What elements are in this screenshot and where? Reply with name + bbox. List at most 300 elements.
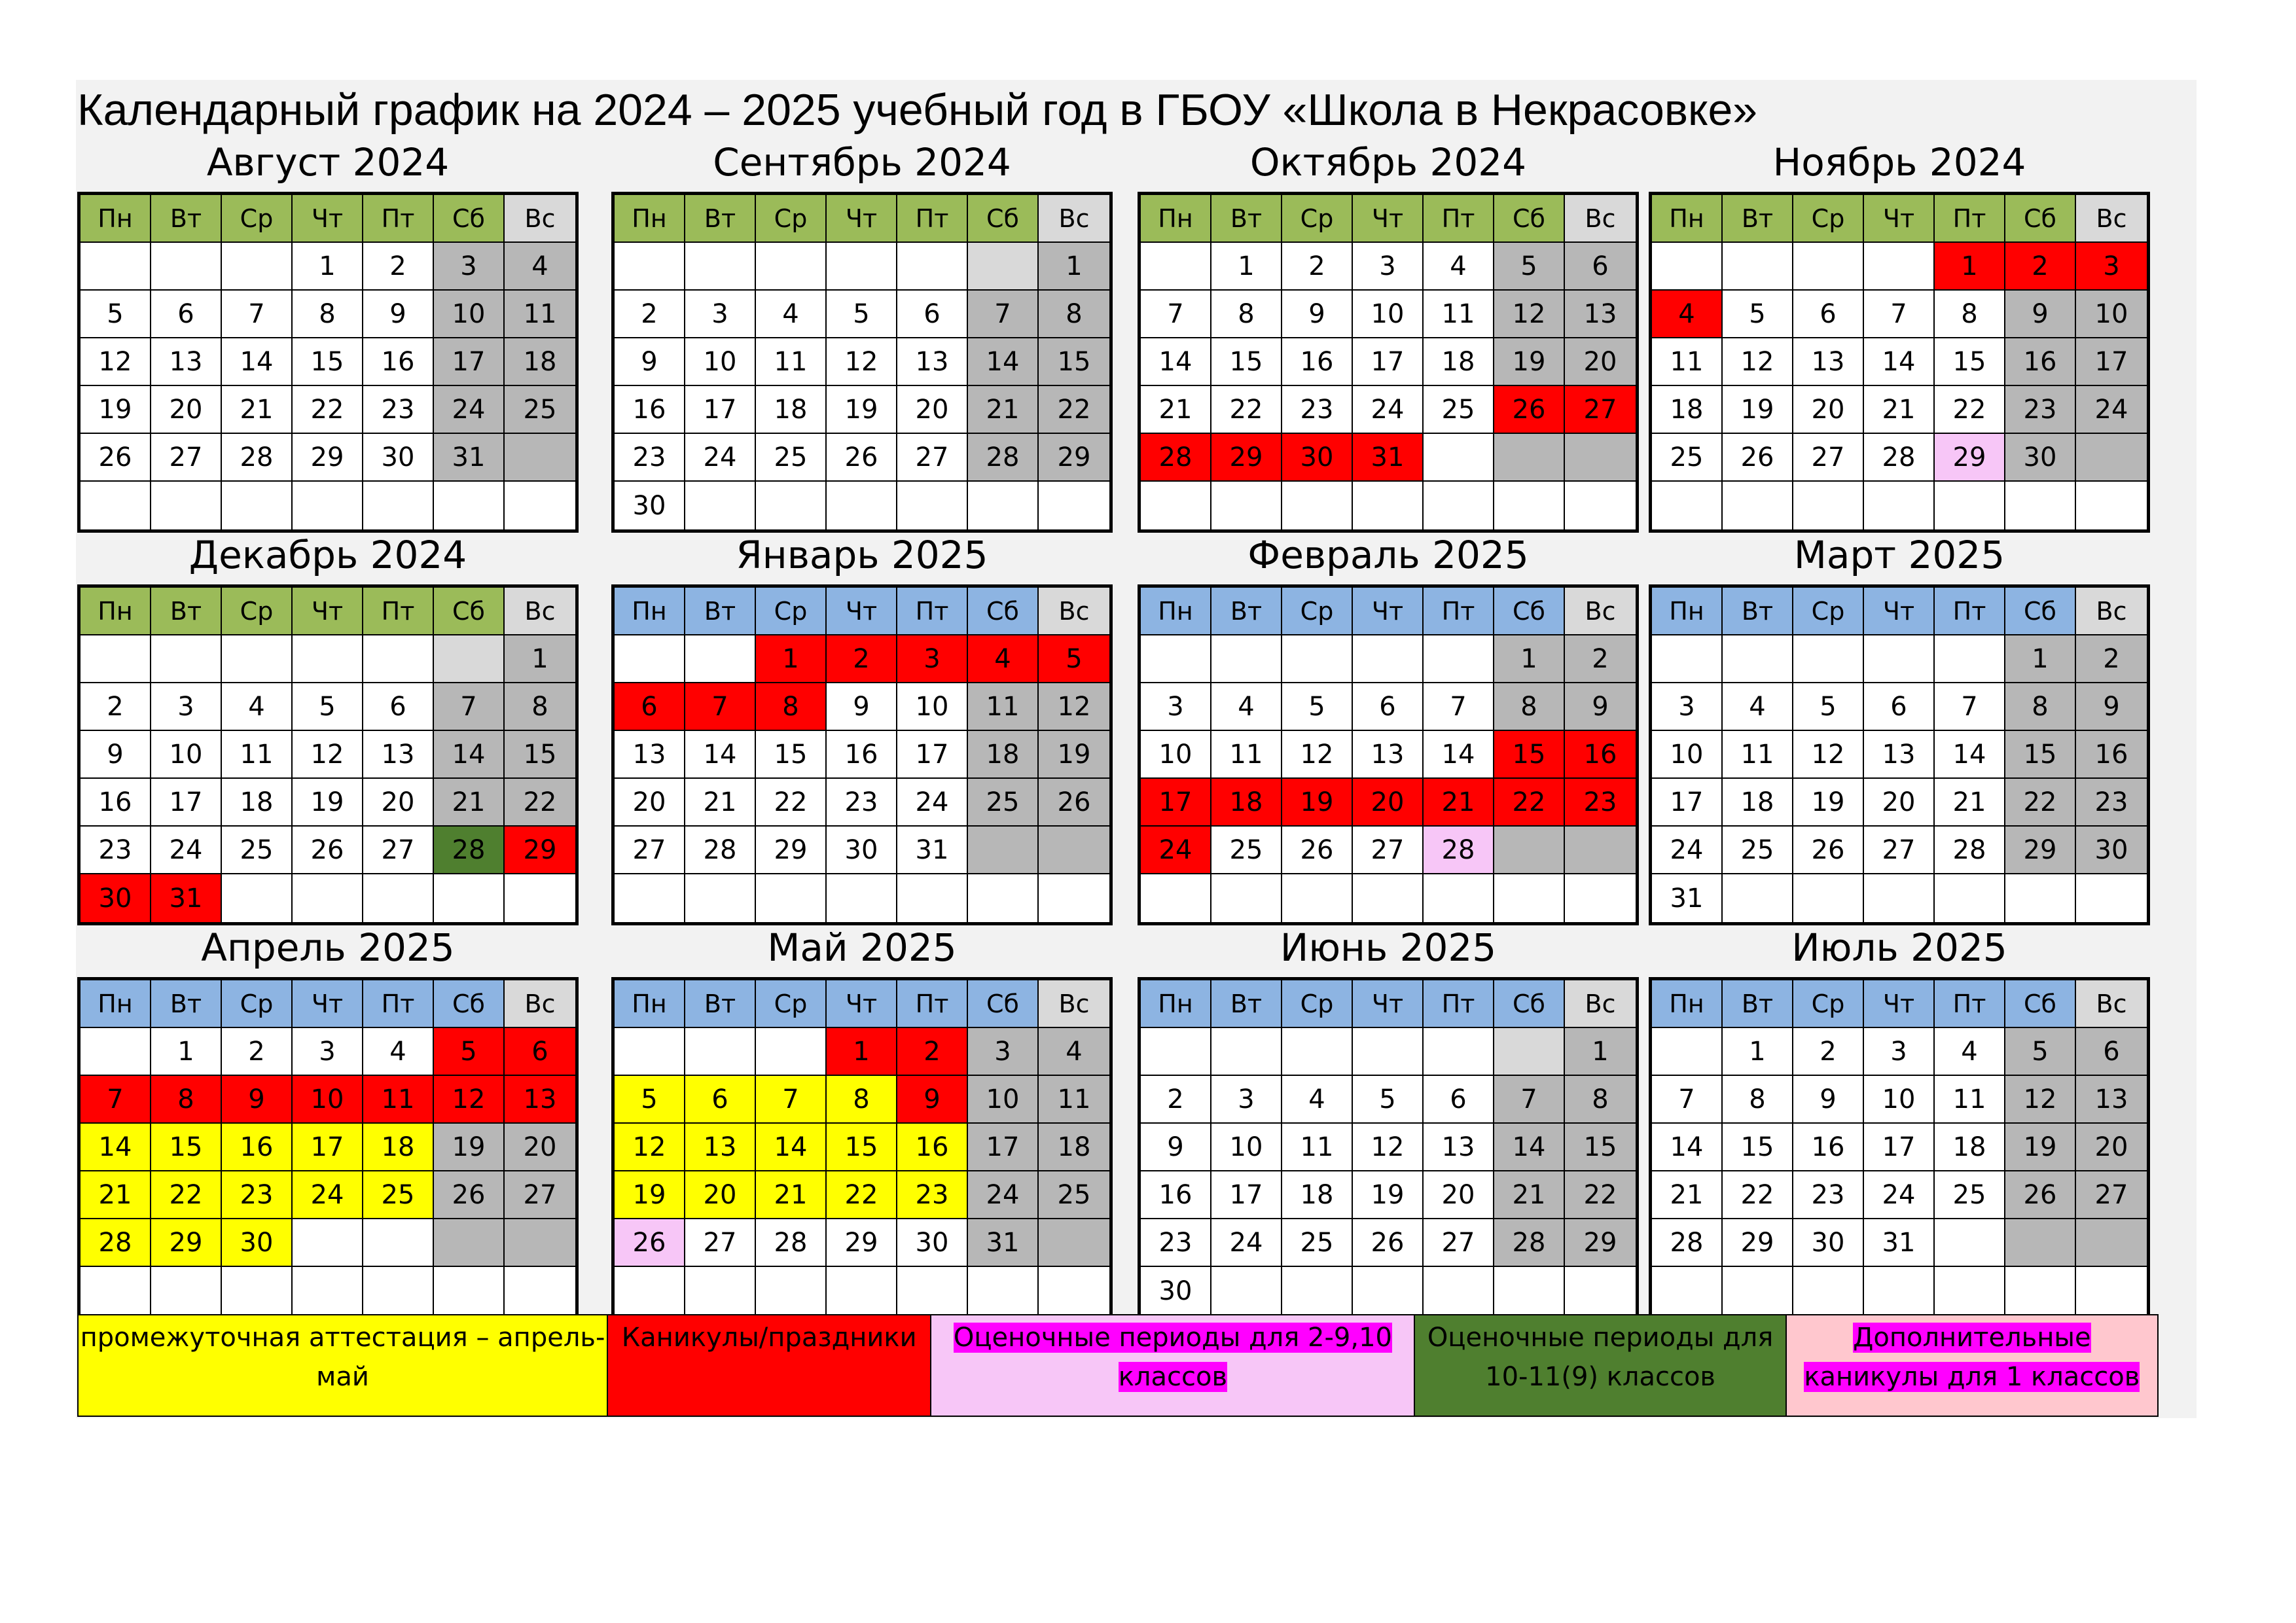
- empty-cell: [293, 1219, 363, 1267]
- weekday-header: Сб: [1494, 195, 1565, 243]
- day-cell: 17: [968, 1124, 1039, 1171]
- day-cell: 5: [81, 291, 151, 338]
- weekday-header: Пт: [363, 588, 434, 635]
- day-cell: 23: [363, 386, 434, 434]
- day-cell: 11: [1211, 731, 1282, 779]
- empty-cell: [1652, 635, 1723, 683]
- day-cell: 5: [827, 291, 897, 338]
- day-cell: 28: [968, 434, 1039, 482]
- day-cell: 17: [1864, 1124, 1935, 1171]
- weekday-header: Вт: [685, 588, 756, 635]
- day-cell: 3: [1353, 243, 1424, 291]
- month-grid: [77, 977, 579, 1318]
- empty-cell: [1565, 434, 1636, 482]
- day-cell: 31: [1652, 874, 1723, 922]
- day-cell: 15: [151, 1124, 222, 1171]
- day-cell: 9: [1282, 291, 1353, 338]
- weekday-header: Ср: [1793, 195, 1864, 243]
- day-cell: 23: [81, 827, 151, 874]
- legend-item: [931, 1315, 1415, 1416]
- day-cell: 14: [434, 731, 505, 779]
- weekday-header: Пт: [363, 195, 434, 243]
- day-cell: 25: [1935, 1171, 2005, 1219]
- day-cell: 20: [1424, 1171, 1494, 1219]
- day-cell: 9: [897, 1076, 968, 1124]
- day-cell: 28: [1864, 434, 1935, 482]
- weekday-header: Вс: [1039, 980, 1109, 1028]
- empty-cell: [1723, 1267, 1793, 1315]
- empty-cell: [1211, 874, 1282, 922]
- day-cell: 5: [1353, 1076, 1424, 1124]
- day-cell: 11: [968, 683, 1039, 731]
- day-cell: 20: [363, 779, 434, 827]
- day-cell: 1: [293, 243, 363, 291]
- empty-cell: [897, 874, 968, 922]
- day-cell: 11: [363, 1076, 434, 1124]
- weekday-header: Ср: [222, 195, 293, 243]
- empty-cell: [1353, 1028, 1424, 1076]
- day-cell: 14: [81, 1124, 151, 1171]
- weekday-header: Вт: [685, 195, 756, 243]
- day-cell: 3: [968, 1028, 1039, 1076]
- day-cell: 28: [1652, 1219, 1723, 1267]
- day-cell: 1: [1565, 1028, 1636, 1076]
- empty-cell: [1282, 1267, 1353, 1315]
- day-cell: 11: [1935, 1076, 2005, 1124]
- day-cell: 1: [756, 635, 827, 683]
- day-cell: 29: [2005, 827, 2076, 874]
- day-cell: 3: [434, 243, 505, 291]
- empty-cell: [756, 874, 827, 922]
- weekday-header: Сб: [2005, 195, 2076, 243]
- day-cell: 21: [81, 1171, 151, 1219]
- day-cell: 8: [1039, 291, 1109, 338]
- day-cell: 8: [1723, 1076, 1793, 1124]
- weekday-header: Вт: [1211, 195, 1282, 243]
- month-grid: [77, 584, 579, 925]
- day-cell: 29: [1565, 1219, 1636, 1267]
- day-cell: 6: [1424, 1076, 1494, 1124]
- weekday-header: Чт: [293, 980, 363, 1028]
- day-cell: 4: [1723, 683, 1793, 731]
- empty-cell: [615, 1028, 685, 1076]
- day-cell: 18: [968, 731, 1039, 779]
- day-cell: 24: [1864, 1171, 1935, 1219]
- empty-cell: [1282, 635, 1353, 683]
- day-cell: 30: [363, 434, 434, 482]
- weekday-header: Вс: [1565, 195, 1636, 243]
- empty-cell: [293, 482, 363, 529]
- month-title: Сентябрь 2024: [713, 140, 1011, 185]
- day-cell: 28: [1424, 827, 1494, 874]
- day-cell: 28: [756, 1219, 827, 1267]
- day-cell: 26: [1039, 779, 1109, 827]
- day-cell: 6: [615, 683, 685, 731]
- day-cell: 21: [1864, 386, 1935, 434]
- day-cell: 8: [293, 291, 363, 338]
- day-cell: 1: [1211, 243, 1282, 291]
- empty-cell: [2076, 482, 2147, 529]
- day-cell: 18: [1282, 1171, 1353, 1219]
- weekday-header: Пн: [1652, 588, 1723, 635]
- day-cell: 14: [1864, 338, 1935, 386]
- empty-cell: [1565, 874, 1636, 922]
- weekday-header: Пт: [1935, 980, 2005, 1028]
- day-cell: 2: [615, 291, 685, 338]
- day-cell: 5: [1723, 291, 1793, 338]
- day-cell: 25: [363, 1171, 434, 1219]
- day-cell: 7: [1935, 683, 2005, 731]
- day-cell: 10: [968, 1076, 1039, 1124]
- empty-cell: [81, 482, 151, 529]
- day-cell: 10: [685, 338, 756, 386]
- empty-cell: [1935, 482, 2005, 529]
- day-cell: 26: [1793, 827, 1864, 874]
- weekday-header: Пт: [897, 195, 968, 243]
- day-cell: 25: [968, 779, 1039, 827]
- empty-cell: [2076, 1219, 2147, 1267]
- day-cell: 13: [1565, 291, 1636, 338]
- empty-cell: [827, 874, 897, 922]
- weekday-header: Чт: [827, 588, 897, 635]
- day-cell: 10: [1353, 291, 1424, 338]
- day-cell: 16: [1565, 731, 1636, 779]
- day-cell: 29: [1211, 434, 1282, 482]
- day-cell: 4: [1282, 1076, 1353, 1124]
- day-cell: 11: [222, 731, 293, 779]
- empty-cell: [1039, 874, 1109, 922]
- day-cell: 15: [756, 731, 827, 779]
- day-cell: 24: [968, 1171, 1039, 1219]
- day-cell: 14: [968, 338, 1039, 386]
- empty-cell: [615, 874, 685, 922]
- day-cell: 6: [1565, 243, 1636, 291]
- empty-cell: [1864, 243, 1935, 291]
- weekday-header: Пн: [1652, 195, 1723, 243]
- weekday-header: Чт: [1864, 980, 1935, 1028]
- weekday-header: Ср: [1282, 588, 1353, 635]
- day-cell: 2: [81, 683, 151, 731]
- empty-cell: [293, 874, 363, 922]
- weekday-header: Вс: [1039, 588, 1109, 635]
- empty-cell: [1494, 434, 1565, 482]
- day-cell: 22: [1935, 386, 2005, 434]
- day-cell: 2: [1565, 635, 1636, 683]
- day-cell: 22: [756, 779, 827, 827]
- day-cell: 3: [293, 1028, 363, 1076]
- day-cell: 30: [1793, 1219, 1864, 1267]
- day-cell: 17: [1652, 779, 1723, 827]
- day-cell: 21: [1494, 1171, 1565, 1219]
- weekday-header: Сб: [434, 980, 505, 1028]
- day-cell: 17: [897, 731, 968, 779]
- day-cell: 24: [293, 1171, 363, 1219]
- weekday-header: Вт: [1211, 980, 1282, 1028]
- empty-cell: [1424, 635, 1494, 683]
- legend-item: [1787, 1315, 2157, 1416]
- empty-cell: [1793, 1267, 1864, 1315]
- day-cell: 18: [756, 386, 827, 434]
- empty-cell: [1353, 1267, 1424, 1315]
- day-cell: 30: [1282, 434, 1353, 482]
- day-cell: 1: [1039, 243, 1109, 291]
- day-cell: 18: [1211, 779, 1282, 827]
- day-cell: 27: [1864, 827, 1935, 874]
- empty-cell: [1864, 874, 1935, 922]
- day-cell: 23: [1141, 1219, 1211, 1267]
- day-cell: 21: [1141, 386, 1211, 434]
- day-cell: 7: [685, 683, 756, 731]
- weekday-header: Вс: [1565, 980, 1636, 1028]
- day-cell: 30: [81, 874, 151, 922]
- day-cell: 29: [293, 434, 363, 482]
- day-cell: 19: [1039, 731, 1109, 779]
- day-cell: 25: [222, 827, 293, 874]
- day-cell: 25: [1723, 827, 1793, 874]
- day-cell: 12: [1494, 291, 1565, 338]
- day-cell: 5: [293, 683, 363, 731]
- weekday-header: Вт: [151, 588, 222, 635]
- month-grid: [611, 977, 1113, 1318]
- weekday-header: Вт: [1723, 588, 1793, 635]
- empty-cell: [1793, 243, 1864, 291]
- day-cell: 25: [1652, 434, 1723, 482]
- day-cell: 24: [1211, 1219, 1282, 1267]
- day-cell: 23: [1793, 1171, 1864, 1219]
- day-cell: 19: [293, 779, 363, 827]
- day-cell: 22: [1723, 1171, 1793, 1219]
- day-cell: 11: [1039, 1076, 1109, 1124]
- empty-cell: [827, 243, 897, 291]
- day-cell: 29: [151, 1219, 222, 1267]
- day-cell: 26: [293, 827, 363, 874]
- empty-cell: [1864, 635, 1935, 683]
- day-cell: 3: [897, 635, 968, 683]
- day-cell: 6: [1864, 683, 1935, 731]
- day-cell: 24: [2076, 386, 2147, 434]
- day-cell: 4: [505, 243, 575, 291]
- empty-cell: [2076, 874, 2147, 922]
- month-grid: [1138, 977, 1639, 1318]
- day-cell: 10: [151, 731, 222, 779]
- day-cell: 16: [2005, 338, 2076, 386]
- weekday-header: Чт: [827, 195, 897, 243]
- empty-cell: [1723, 243, 1793, 291]
- weekday-header: Сб: [434, 195, 505, 243]
- empty-cell: [434, 874, 505, 922]
- day-cell: 27: [1565, 386, 1636, 434]
- day-cell: 6: [363, 683, 434, 731]
- day-cell: 19: [1723, 386, 1793, 434]
- day-cell: 14: [1424, 731, 1494, 779]
- weekday-header: Сб: [968, 195, 1039, 243]
- empty-cell: [2005, 482, 2076, 529]
- day-cell: 27: [151, 434, 222, 482]
- month-title: Декабрь 2024: [188, 533, 467, 577]
- day-cell: 5: [2005, 1028, 2076, 1076]
- day-cell: 30: [827, 827, 897, 874]
- day-cell: 6: [2076, 1028, 2147, 1076]
- day-cell: 16: [1282, 338, 1353, 386]
- day-cell: 14: [1652, 1124, 1723, 1171]
- day-cell: 22: [1565, 1171, 1636, 1219]
- day-cell: 10: [2076, 291, 2147, 338]
- legend: [77, 1314, 2159, 1417]
- day-cell: 19: [1282, 779, 1353, 827]
- empty-cell: [968, 1267, 1039, 1315]
- day-cell: 2: [1282, 243, 1353, 291]
- day-cell: 5: [1039, 635, 1109, 683]
- day-cell: 27: [363, 827, 434, 874]
- day-cell: 13: [897, 338, 968, 386]
- weekday-header: Пт: [1935, 195, 2005, 243]
- day-cell: 17: [151, 779, 222, 827]
- day-cell: 21: [222, 386, 293, 434]
- day-cell: 14: [685, 731, 756, 779]
- day-cell: 26: [827, 434, 897, 482]
- day-cell: 15: [1211, 338, 1282, 386]
- weekday-header: Пн: [1141, 195, 1211, 243]
- day-cell: 9: [222, 1076, 293, 1124]
- day-cell: 23: [2005, 386, 2076, 434]
- day-cell: 4: [756, 291, 827, 338]
- day-cell: 15: [2005, 731, 2076, 779]
- empty-cell: [1353, 482, 1424, 529]
- day-cell: 2: [363, 243, 434, 291]
- weekday-header: Вт: [685, 980, 756, 1028]
- day-cell: 17: [1353, 338, 1424, 386]
- day-cell: 5: [1494, 243, 1565, 291]
- day-cell: 18: [1723, 779, 1793, 827]
- weekday-header: Сб: [968, 588, 1039, 635]
- weekday-header: Ср: [1282, 980, 1353, 1028]
- day-cell: 12: [1793, 731, 1864, 779]
- weekday-header: Вс: [2076, 588, 2147, 635]
- day-cell: 13: [363, 731, 434, 779]
- day-cell: 23: [615, 434, 685, 482]
- weekday-header: Пн: [615, 980, 685, 1028]
- day-cell: 13: [1353, 731, 1424, 779]
- empty-cell: [1652, 1028, 1723, 1076]
- day-cell: 24: [1652, 827, 1723, 874]
- day-cell: 24: [1353, 386, 1424, 434]
- empty-cell: [1211, 1028, 1282, 1076]
- month-title: Апрель 2025: [201, 925, 455, 970]
- day-cell: 25: [1424, 386, 1494, 434]
- day-cell: 14: [1141, 338, 1211, 386]
- day-cell: 14: [222, 338, 293, 386]
- day-cell: 17: [1211, 1171, 1282, 1219]
- empty-cell: [1039, 1219, 1109, 1267]
- empty-cell: [363, 635, 434, 683]
- day-cell: 25: [505, 386, 575, 434]
- empty-cell: [685, 1267, 756, 1315]
- day-cell: 2: [222, 1028, 293, 1076]
- day-cell: 21: [1424, 779, 1494, 827]
- day-cell: 27: [505, 1171, 575, 1219]
- weekday-header: Сб: [434, 588, 505, 635]
- day-cell: 25: [1282, 1219, 1353, 1267]
- day-cell: 18: [222, 779, 293, 827]
- empty-cell: [1494, 1028, 1565, 1076]
- day-cell: 4: [968, 635, 1039, 683]
- legend-label: Оценочные периоды для 10-11(9) классов: [1427, 1323, 1774, 1392]
- weekday-header: Пн: [81, 588, 151, 635]
- empty-cell: [968, 874, 1039, 922]
- empty-cell: [1141, 482, 1211, 529]
- day-cell: 30: [1141, 1267, 1211, 1315]
- legend-item: [79, 1315, 608, 1416]
- day-cell: 15: [1565, 1124, 1636, 1171]
- day-cell: 23: [2076, 779, 2147, 827]
- weekday-header: Вс: [505, 588, 575, 635]
- weekday-header: Пн: [615, 195, 685, 243]
- weekday-header: Пн: [81, 195, 151, 243]
- page-title: Календарный график на 2024 – 2025 учебный год в ГБОУ «Школа в Некрасовке»: [77, 85, 1758, 135]
- day-cell: 17: [2076, 338, 2147, 386]
- day-cell: 19: [1353, 1171, 1424, 1219]
- empty-cell: [151, 1267, 222, 1315]
- weekday-header: Вс: [1565, 588, 1636, 635]
- day-cell: 23: [1565, 779, 1636, 827]
- day-cell: 6: [685, 1076, 756, 1124]
- day-cell: 6: [1793, 291, 1864, 338]
- empty-cell: [615, 243, 685, 291]
- day-cell: 17: [293, 1124, 363, 1171]
- day-cell: 2: [1793, 1028, 1864, 1076]
- empty-cell: [1424, 434, 1494, 482]
- day-cell: 22: [505, 779, 575, 827]
- day-cell: 28: [1935, 827, 2005, 874]
- month-title: Март 2025: [1793, 533, 2005, 577]
- day-cell: 18: [1039, 1124, 1109, 1171]
- empty-cell: [897, 482, 968, 529]
- empty-cell: [2076, 434, 2147, 482]
- empty-cell: [968, 482, 1039, 529]
- day-cell: 19: [81, 386, 151, 434]
- weekday-header: Пт: [1935, 588, 2005, 635]
- day-cell: 13: [1864, 731, 1935, 779]
- day-cell: 7: [81, 1076, 151, 1124]
- weekday-header: Ср: [756, 980, 827, 1028]
- weekday-header: Чт: [1353, 588, 1424, 635]
- empty-cell: [2005, 874, 2076, 922]
- day-cell: 14: [756, 1124, 827, 1171]
- empty-cell: [1652, 1267, 1723, 1315]
- day-cell: 28: [685, 827, 756, 874]
- empty-cell: [505, 434, 575, 482]
- empty-cell: [363, 1267, 434, 1315]
- weekday-header: Вс: [2076, 980, 2147, 1028]
- month-grid: [611, 192, 1113, 533]
- day-cell: 24: [1141, 827, 1211, 874]
- day-cell: 2: [1141, 1076, 1211, 1124]
- empty-cell: [1424, 1267, 1494, 1315]
- day-cell: 27: [1353, 827, 1424, 874]
- day-cell: 22: [2005, 779, 2076, 827]
- day-cell: 20: [897, 386, 968, 434]
- empty-cell: [505, 874, 575, 922]
- day-cell: 4: [363, 1028, 434, 1076]
- weekday-header: Чт: [1353, 195, 1424, 243]
- day-cell: 19: [615, 1171, 685, 1219]
- day-cell: 16: [222, 1124, 293, 1171]
- empty-cell: [222, 482, 293, 529]
- empty-cell: [81, 1267, 151, 1315]
- day-cell: 8: [756, 683, 827, 731]
- day-cell: 26: [615, 1219, 685, 1267]
- empty-cell: [1935, 1219, 2005, 1267]
